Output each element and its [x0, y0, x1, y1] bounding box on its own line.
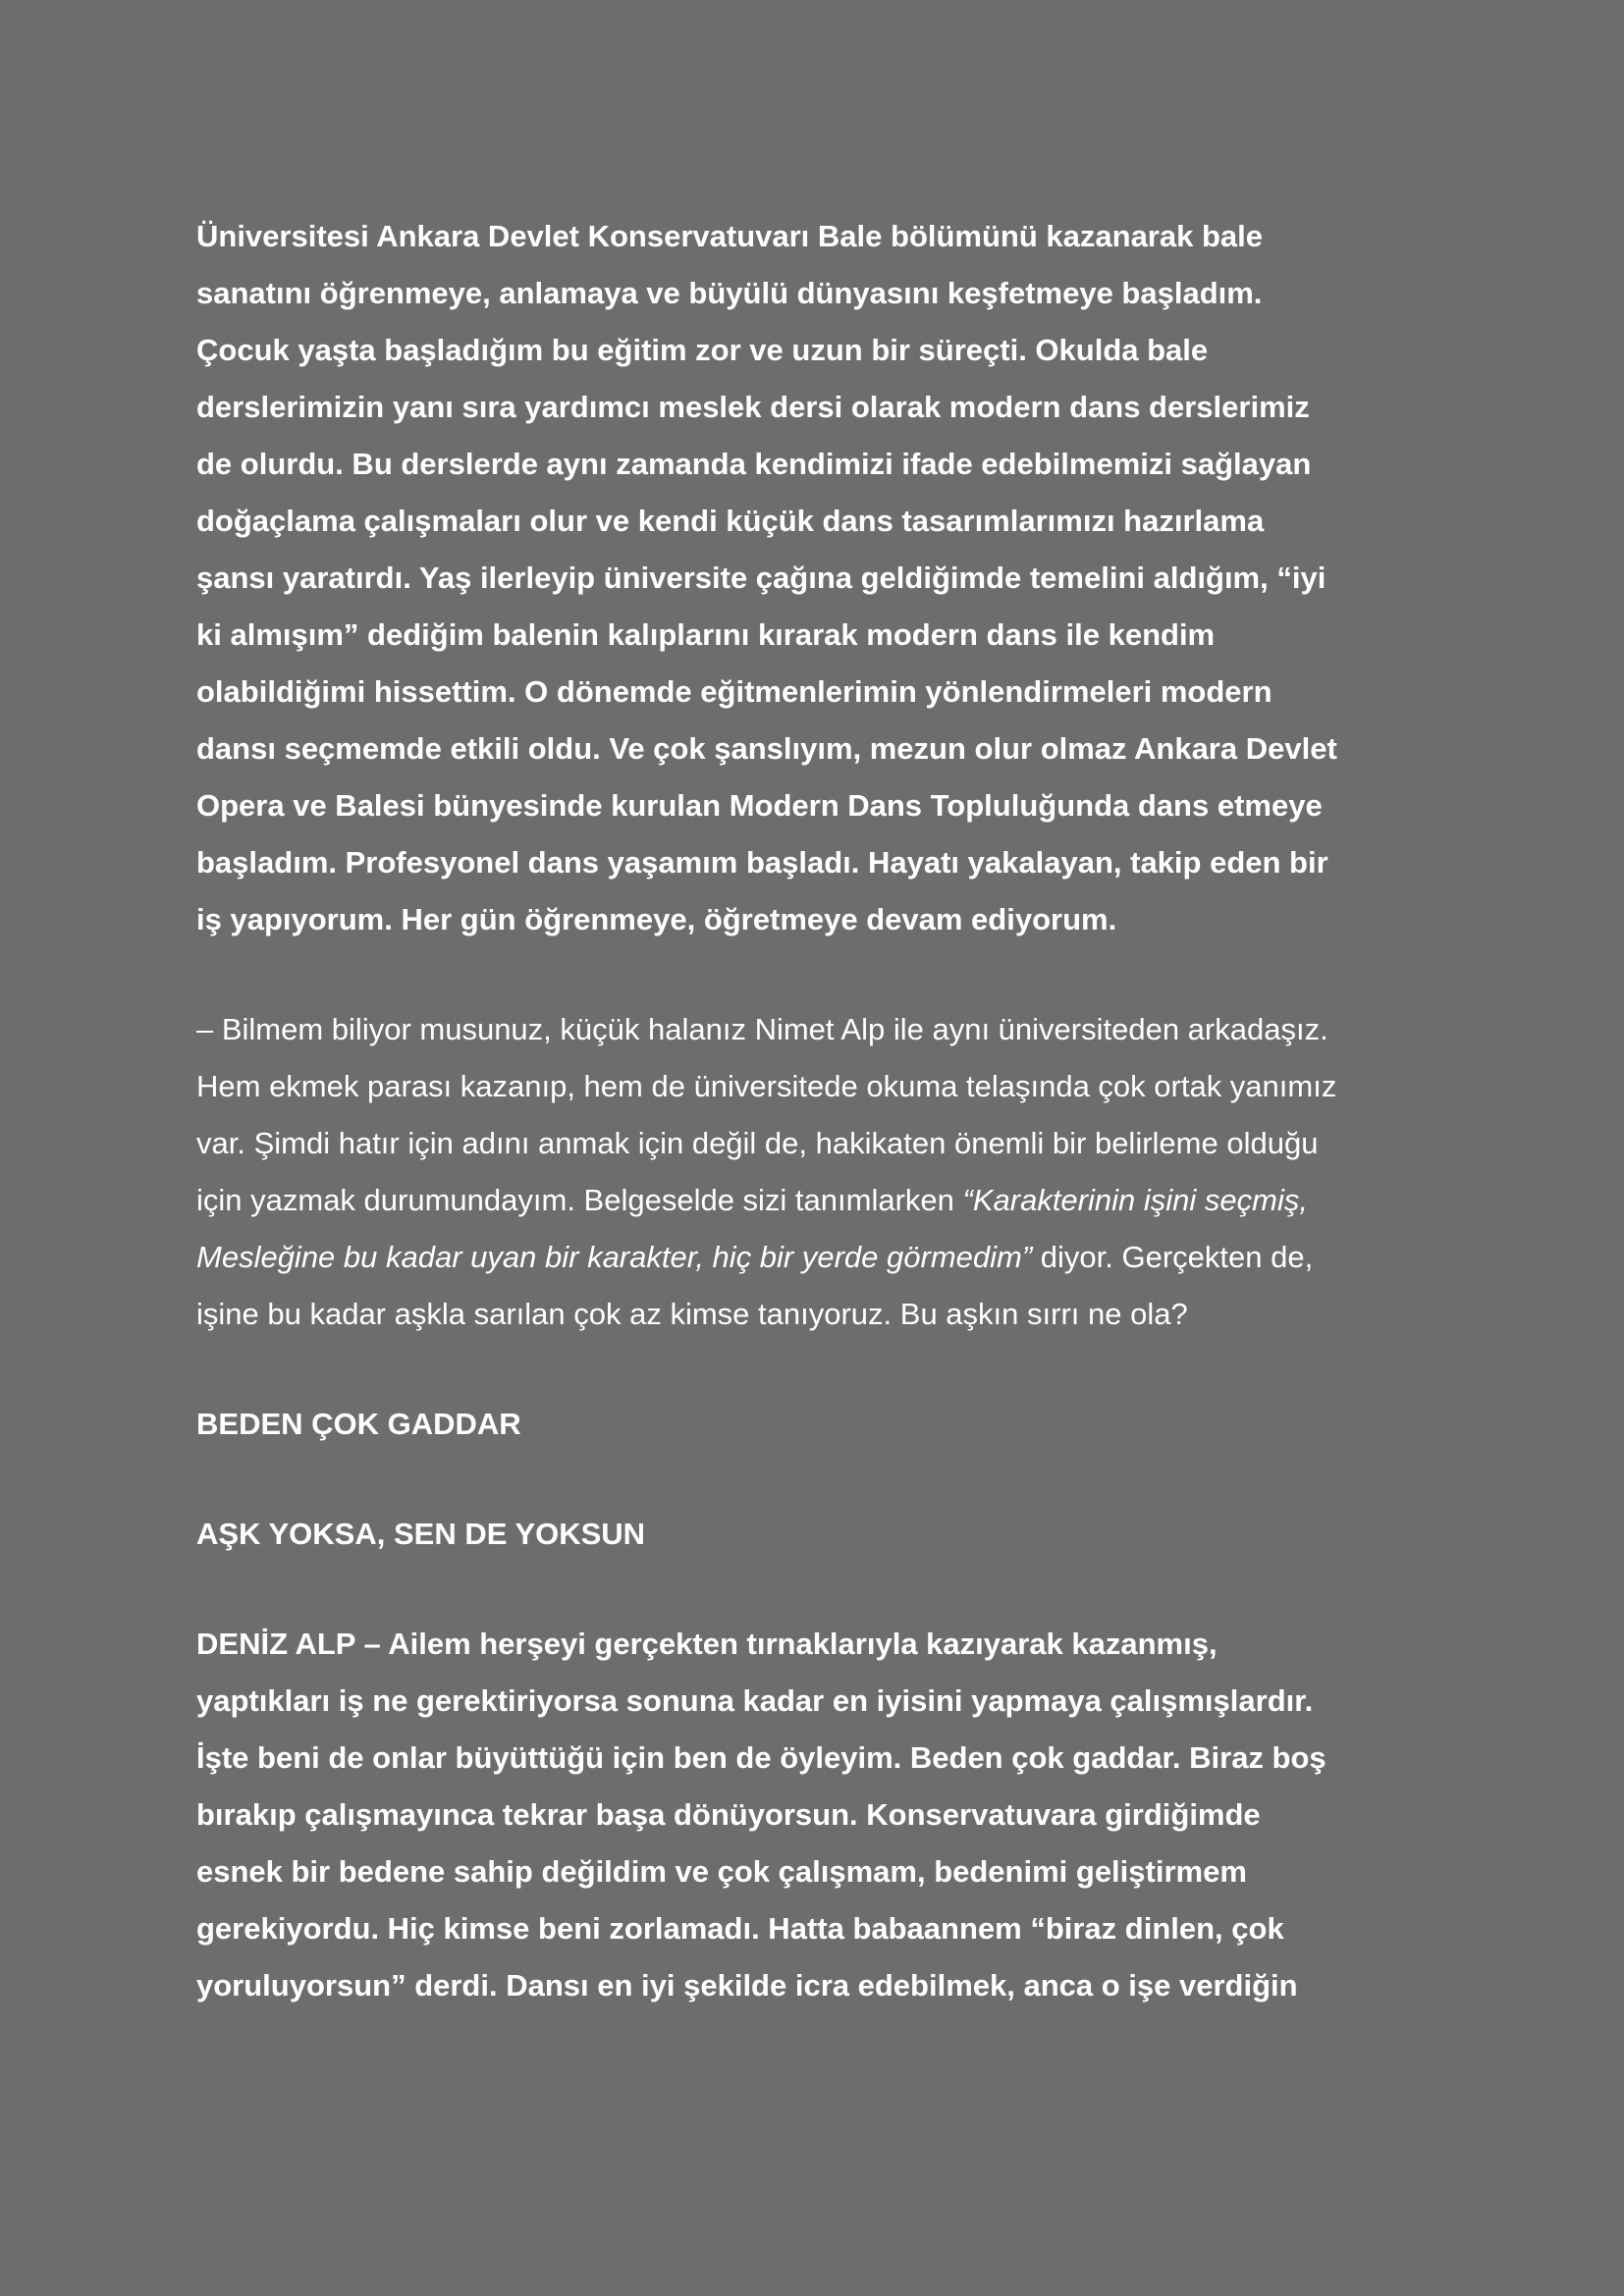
- quote-text: “Karakterinin işini seçmiş,: [962, 1183, 1308, 1217]
- question-text: için yazmak durumundayım. Belgeselde sizi tanımlarken: [196, 1183, 963, 1217]
- question-line: var. Şimdi hatır için adını anmak için değil de, hakikaten önemli bir belirleme olduğu: [196, 1126, 1319, 1160]
- paragraph-line: esnek bir bedene sahip değildim ve çok çalışmam, bedenimi geliştirmem: [196, 1854, 1247, 1889]
- paragraph-line: iş yapıyorum. Her gün öğrenmeye, öğretmeye devam ediyorum.: [196, 902, 1117, 936]
- answer-paragraph-2: [196, 1616, 1453, 2014]
- spacer: [196, 1563, 1453, 1616]
- question-line: Hem ekmek parası kazanıp, hem de üniversitede okuma telaşında çok ortak yanımız: [196, 1069, 1337, 1103]
- question-line: – Bilmem biliyor musunuz, küçük halanız Nimet Alp ile aynı üniversiteden arkadaşız.: [196, 1012, 1328, 1046]
- paragraph-line: İşte beni de onlar büyüttüğü için ben de öyleyim. Beden çok gaddar. Biraz boş: [196, 1740, 1326, 1775]
- paragraph-line: yaptıkları iş ne gerektiriyorsa sonuna kadar en iyisini yapmaya çalışmışlardır.: [196, 1683, 1314, 1718]
- interviewer-question: [196, 1001, 1453, 1343]
- question-line: [196, 1172, 1453, 1229]
- section-heading-1: BEDEN ÇOK GADDAR: [196, 1407, 521, 1441]
- paragraph-line: sanatını öğrenmeye, anlamaya ve büyülü dünyasını keşfetmeye başladım.: [196, 276, 1263, 310]
- section-heading-2: AŞK YOKSA, SEN DE YOKSUN: [196, 1517, 646, 1551]
- paragraph-line: gerekiyordu. Hiç kimse beni zorlamadı. Hatta babaannem “biraz dinlen, çok: [196, 1911, 1284, 1946]
- document-page: [196, 208, 1453, 2014]
- paragraph-line: dansı seçmemde etkili oldu. Ve çok şanslıyım, mezun olur olmaz Ankara Devlet: [196, 731, 1337, 766]
- question-line: işine bu kadar aşkla sarılan çok az kimse tanıyoruz. Bu aşkın sırrı ne ola?: [196, 1297, 1188, 1331]
- spacer: [196, 1343, 1453, 1396]
- paragraph-line: şansı yaratırdı. Yaş ilerleyip üniversite çağına geldiğimde temelini aldığım, “iyi: [196, 561, 1326, 595]
- quote-text: Mesleğine bu kadar uyan bir karakter, hiç bir yerde görmedim”: [196, 1240, 1033, 1274]
- spacer: [196, 1453, 1453, 1506]
- paragraph-line: başladım. Profesyonel dans yaşamım başladı. Hayatı yakalayan, takip eden bir: [196, 845, 1328, 880]
- question-line: [196, 1229, 1453, 1286]
- paragraph-line: Çocuk yaşta başladığım bu eğitim zor ve uzun bir süreçti. Okulda bale: [196, 333, 1209, 367]
- paragraph-line: ki almışım” dediğim balenin kalıplarını kırarak modern dans ile kendim: [196, 617, 1216, 652]
- question-text: diyor. Gerçekten de,: [1032, 1240, 1314, 1274]
- paragraph-line: olabildiğimi hissettim. O dönemde eğitmenlerimin yönlendirmeleri modern: [196, 674, 1272, 709]
- spacer: [196, 948, 1453, 1001]
- paragraph-line: de olurdu. Bu derslerde aynı zamanda kendimizi ifade edebilmemizi sağlayan: [196, 447, 1312, 481]
- paragraph-line: yoruluyorsun” derdi. Dansı en iyi şekilde icra edebilmek, anca o işe verdiğin: [196, 1968, 1298, 2002]
- paragraph-line: Opera ve Balesi bünyesinde kurulan Modern Dans Topluluğunda dans etmeye: [196, 788, 1323, 823]
- paragraph-line: Üniversitesi Ankara Devlet Konservatuvarı Bale bölümünü kazanarak bale: [196, 219, 1263, 253]
- paragraph-line: doğaçlama çalışmaları olur ve kendi küçük dans tasarımlarımızı hazırlama: [196, 504, 1265, 538]
- paragraph-line: derslerimizin yanı sıra yardımcı meslek dersi olarak modern dans derslerimiz: [196, 390, 1310, 424]
- paragraph-line: DENİZ ALP – Ailem herşeyi gerçekten tırnaklarıyla kazıyarak kazanmış,: [196, 1627, 1218, 1661]
- answer-paragraph-1: [196, 208, 1453, 948]
- paragraph-line: bırakıp çalışmayınca tekrar başa dönüyorsun. Konservatuvara girdiğimde: [196, 1797, 1261, 1832]
